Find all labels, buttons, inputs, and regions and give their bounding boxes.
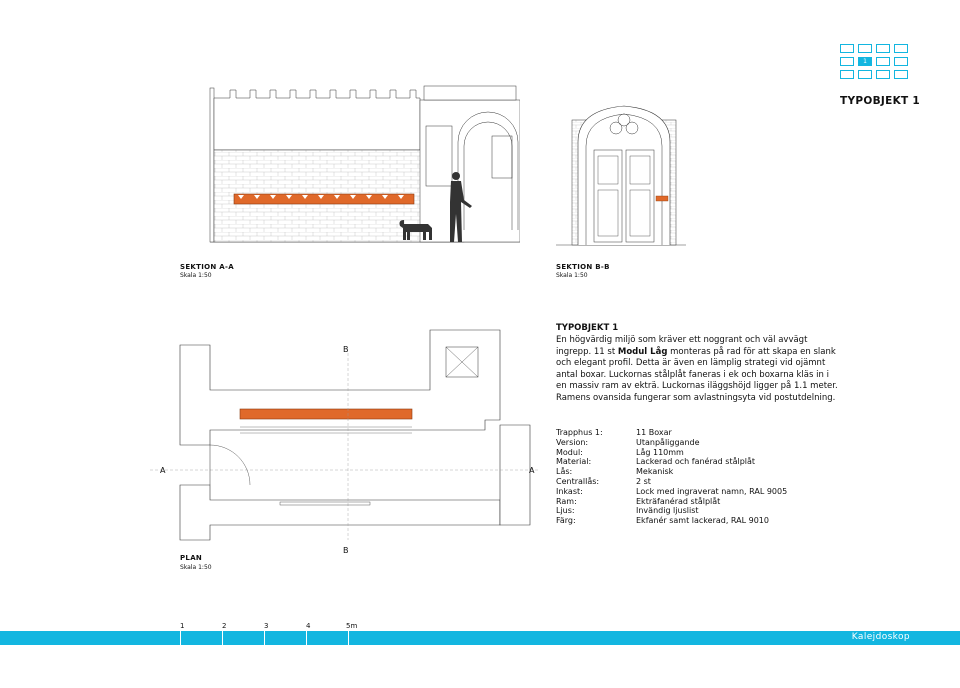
- scale-label: 3: [264, 622, 269, 630]
- description-title: TYPOBJEKT 1: [556, 323, 619, 333]
- spec-row: Ram: Ekträfanérad stålplåt: [556, 496, 721, 506]
- spec-row: Lås: Mekanisk: [556, 467, 674, 477]
- spec-table: [556, 428, 787, 526]
- plan-title: PLAN: [180, 554, 203, 562]
- nav-square[interactable]: [876, 57, 890, 66]
- spec-row: Färg: Ekfanér samt lackerad, RAL 9010: [556, 516, 769, 526]
- scale-label: 5m: [346, 622, 358, 630]
- section-marker-a-right: A: [529, 466, 535, 475]
- nav-square[interactable]: [858, 44, 872, 53]
- scale-label: 1: [180, 622, 185, 630]
- nav-square[interactable]: [840, 57, 854, 66]
- section-a-scale: Skala 1:50: [180, 272, 212, 279]
- nav-square[interactable]: [840, 70, 854, 79]
- description-line: Ramens ovansida fungerar som avlastningsyta vid postutdelning.: [556, 392, 836, 403]
- section-b-title: SEKTION B-B: [556, 263, 610, 271]
- spec-row: Modul: Låg 110mm: [556, 447, 684, 457]
- spec-row: Trapphus 1: 11 Boxar: [556, 428, 672, 437]
- section-marker-b-bottom: B: [343, 546, 349, 555]
- spec-row: Version: Utanpåliggande: [556, 437, 700, 447]
- section-a-drawing: [180, 80, 520, 255]
- plan-drawing: [150, 325, 550, 550]
- nav-square[interactable]: [876, 44, 890, 53]
- footer-bar: [0, 631, 960, 645]
- description-text: [556, 335, 886, 404]
- section-b-scale: Skala 1:50: [556, 272, 588, 279]
- spec-row: Ljus: Invändig ljuslist: [556, 506, 699, 516]
- description-line: En högvärdig miljö som kräver ett noggrant och väl avvägt: [556, 335, 808, 345]
- section-marker-a-left: A: [160, 466, 166, 475]
- section-marker-b-top: B: [343, 345, 349, 354]
- plan-scale: Skala 1:50: [180, 564, 212, 571]
- page-title: TYPOBJEKT 1: [840, 95, 921, 107]
- nav-square[interactable]: [894, 57, 908, 66]
- scale-bar: [180, 631, 380, 645]
- scale-label: 4: [306, 622, 311, 630]
- nav-square[interactable]: [840, 44, 854, 53]
- nav-square-active[interactable]: 1: [858, 57, 872, 66]
- section-b-drawing: [556, 80, 686, 255]
- nav-square[interactable]: [876, 70, 890, 79]
- description-line: antal boxar. Luckornas stålplåt faneras i ek och boxarna kläs in i: [556, 369, 829, 380]
- page-nav-grid: [840, 44, 910, 84]
- scale-label: 2: [222, 622, 227, 630]
- spec-row: Inkast: Lock med ingraverat namn, RAL 9005: [556, 486, 788, 496]
- nav-square[interactable]: [894, 70, 908, 79]
- spec-row: Material: Lackerad och fanérad stålplåt: [556, 457, 756, 467]
- nav-square[interactable]: [894, 44, 908, 53]
- description-line: ingrepp. 11 st Modul Låg monteras på rad för att skapa en slank: [556, 346, 836, 357]
- description-line: och elegant profil. Detta är även en lämplig strategi vid ojämnt: [556, 358, 826, 368]
- nav-square[interactable]: [858, 70, 872, 79]
- section-a-title: SEKTION A-A: [180, 263, 234, 271]
- spec-row: Centrallås: 2 st: [556, 476, 651, 486]
- description-line: en massiv ram av ekträ. Luckornas iläggshöjd ligger på 1.1 meter.: [556, 381, 838, 391]
- brand-logo[interactable]: Kalejdoskop: [851, 632, 910, 642]
